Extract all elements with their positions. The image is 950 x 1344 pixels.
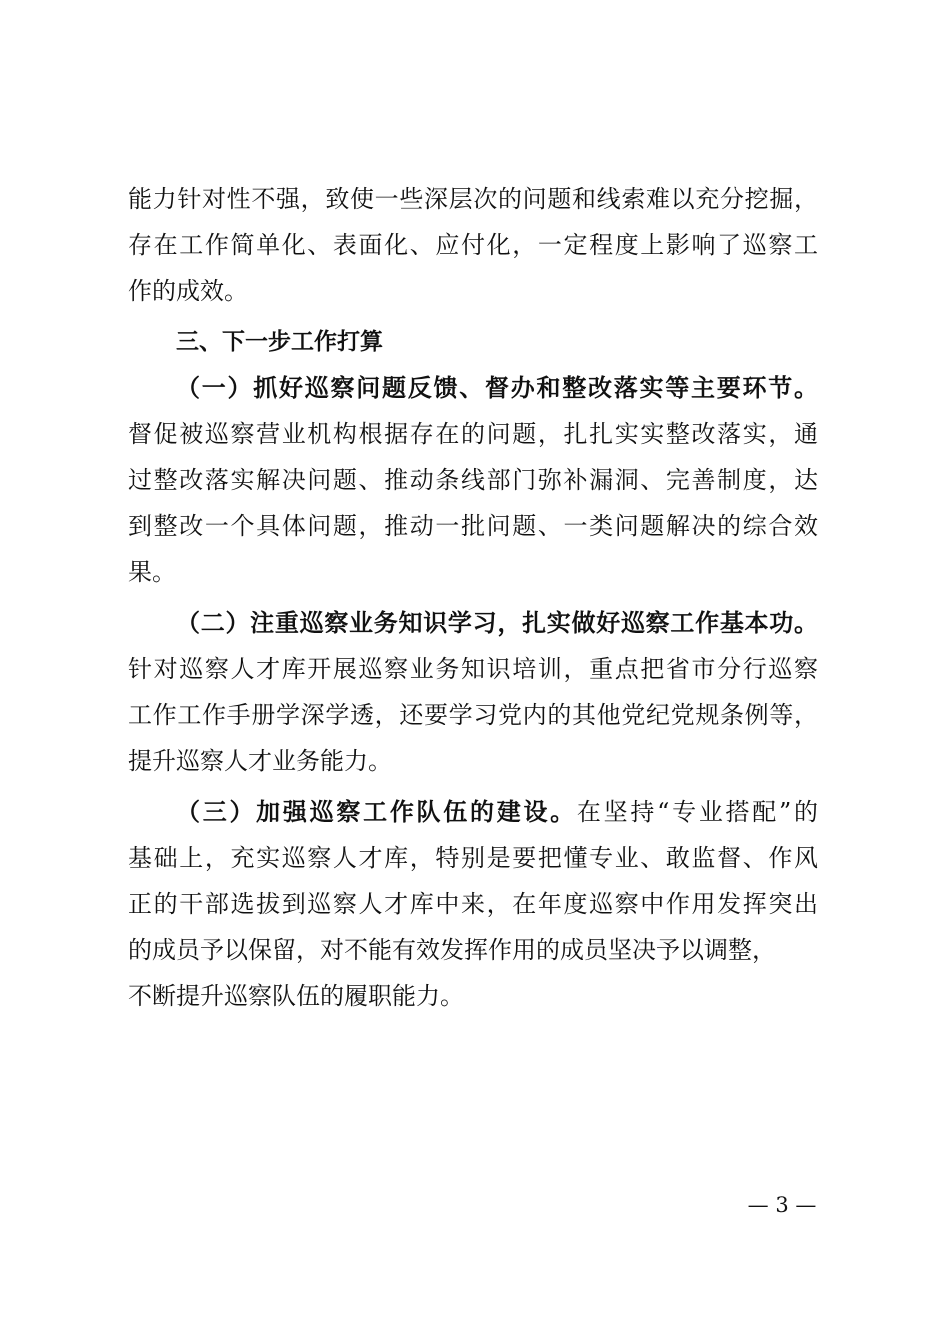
body-text-line: 过整改落实解决问题、推动条线部门弥补漏洞、完善制度，达 bbox=[128, 466, 818, 494]
body-text-line: 到整改一个具体问题，推动一批问题、一类问题解决的综合效 bbox=[128, 512, 818, 540]
item-2-title: （二）注重巡察业务知识学习，扎实做好巡察工作基本功。 bbox=[176, 608, 818, 637]
body-text-line: 工作工作手册学深学透，还要学习党内的其他党纪党规条例等， bbox=[128, 701, 818, 729]
body-text-line: 不断提升巡察队伍的履职能力。 bbox=[128, 982, 464, 1010]
document-body bbox=[128, 176, 818, 1019]
body-text-line: 督促被巡察营业机构根据存在的问题，扎扎实实整改落实，通 bbox=[128, 420, 818, 448]
section-heading: 三、下一步工作打算 bbox=[176, 329, 383, 355]
page-number: — 3 — bbox=[747, 1193, 817, 1217]
body-text-line: 果。 bbox=[128, 558, 176, 586]
body-text-line: 针对巡察人才库开展巡察业务知识培训，重点把省市分行巡察 bbox=[128, 655, 818, 683]
body-text-line: 正的干部选拔到巡察人才库中来，在年度巡察中作用发挥突出 bbox=[128, 890, 818, 918]
body-text-line: 基础上，充实巡察人才库，特别是要把懂专业、敢监督、作风 bbox=[128, 844, 818, 872]
item-1-title: （一）抓好巡察问题反馈、督办和整改落实等主要环节。 bbox=[176, 373, 818, 402]
body-text-line: 作的成效。 bbox=[128, 277, 248, 305]
body-text-line: 提升巡察人才业务能力。 bbox=[128, 747, 392, 775]
body-text-line: 的成员予以保留，对不能有效发挥作用的成员坚决予以调整， bbox=[128, 936, 776, 964]
body-text-line: 存在工作简单化、表面化、应付化，一定程度上影响了巡察工 bbox=[128, 231, 818, 259]
item-3-title: （三）加强巡察工作队伍的建设。 bbox=[176, 797, 577, 826]
item-3-title-line bbox=[128, 789, 818, 835]
body-text-line: 能力针对性不强，致使一些深层次的问题和线索难以充分挖掘， bbox=[128, 185, 818, 213]
item-3-title-rest: 在坚持“专业搭配”的 bbox=[576, 798, 819, 826]
